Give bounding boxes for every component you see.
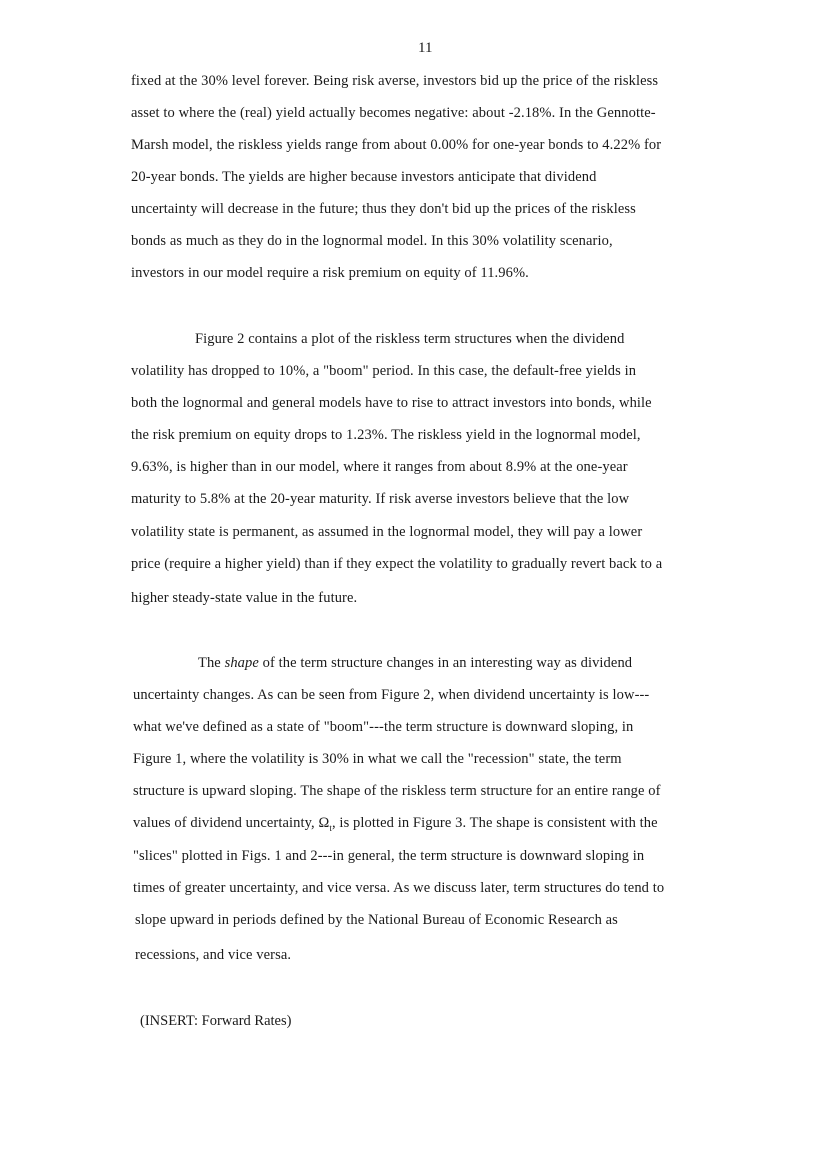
paragraph-3-text: values of dividend uncertainty,: [133, 815, 319, 831]
paragraph-3-line: uncertainty changes. As can be seen from Figure 2, when dividend uncertainty is low---: [133, 687, 650, 703]
paragraph-3-line: recessions, and vice versa.: [135, 947, 292, 963]
paragraph-3-line: structure is upward sloping. The shape of the riskless term structure for an entire range of: [133, 783, 661, 799]
paragraph-2-line: price (require a higher yield) than if they expect the volatility to gradually revert back to a: [131, 556, 663, 572]
paragraph-2-line: the risk premium on equity drops to 1.23%. The riskless yield in the lognormal model,: [131, 427, 641, 443]
paragraph-3-line: [198, 655, 632, 672]
paragraph-2-line: both the lognormal and general models have to rise to attract investors into bonds, while: [131, 395, 652, 411]
paragraph-2-line: higher steady-state value in the future.: [131, 590, 358, 606]
emphasis-shape: shape: [224, 655, 259, 671]
paragraph-1-line: Marsh model, the riskless yields range from about 0.00% for one-year bonds to 4.22% for: [131, 137, 662, 153]
paragraph-1-line: 20-year bonds. The yields are higher because investors anticipate that dividend: [131, 169, 597, 185]
paragraph-2-line: Figure 2 contains a plot of the riskless term structures when the dividend: [195, 331, 625, 347]
paragraph-2-line: maturity to 5.8% at the 20-year maturity. If risk averse investors believe that the low: [131, 491, 630, 507]
insert-note: (INSERT: Forward Rates): [140, 1013, 292, 1029]
paragraph-3-line: times of greater uncertainty, and vice versa. As we discuss later, term structures do tend to: [133, 880, 665, 896]
page-number: 11: [418, 40, 433, 56]
paragraph-2-line: volatility state is permanent, as assumed in the lognormal model, they will pay a lower: [131, 524, 643, 540]
paragraph-2-line: 9.63%, is higher than in our model, where it ranges from about 8.9% at the one-year: [131, 459, 628, 475]
paragraph-1-line: asset to where the (real) yield actually becomes negative: about -2.18%. In the Gennotte-: [131, 105, 656, 121]
paragraph-3-line: what we've defined as a state of "boom"---the term structure is downward sloping, in: [133, 719, 634, 735]
paragraph-1-line: investors in our model require a risk premium on equity of 11.96%.: [131, 265, 529, 281]
paragraph-3-text: , is plotted in Figure 3. The shape is consistent with the: [331, 815, 658, 831]
paragraph-1-line: fixed at the 30% level forever. Being risk averse, investors bid up the price of the riskless: [131, 73, 659, 89]
omega-symbol: $\Omega_t$: [318, 815, 332, 833]
paragraph-3-line: Figure 1, where the volatility is 30% in what we call the "recession" state, the term: [133, 751, 622, 767]
paragraph-3-line: [133, 815, 658, 833]
paragraph-3-line: slope upward in periods defined by the National Bureau of Economic Research as: [135, 912, 618, 928]
paragraph-3-line: "slices" plotted in Figs. 1 and 2---in general, the term structure is downward sloping in: [133, 848, 645, 864]
paragraph-3-text: of the term structure changes in an interesting way as dividend: [258, 655, 633, 671]
paragraph-2-line: volatility has dropped to 10%, a "boom" period. In this case, the default-free yields in: [131, 363, 637, 379]
paragraph-1-line: uncertainty will decrease in the future; thus they don't bid up the prices of the riskless: [131, 201, 636, 217]
paragraph-1-line: bonds as much as they do in the lognormal model. In this 30% volatility scenario,: [131, 233, 613, 249]
paragraph-3-text: The: [198, 655, 225, 671]
